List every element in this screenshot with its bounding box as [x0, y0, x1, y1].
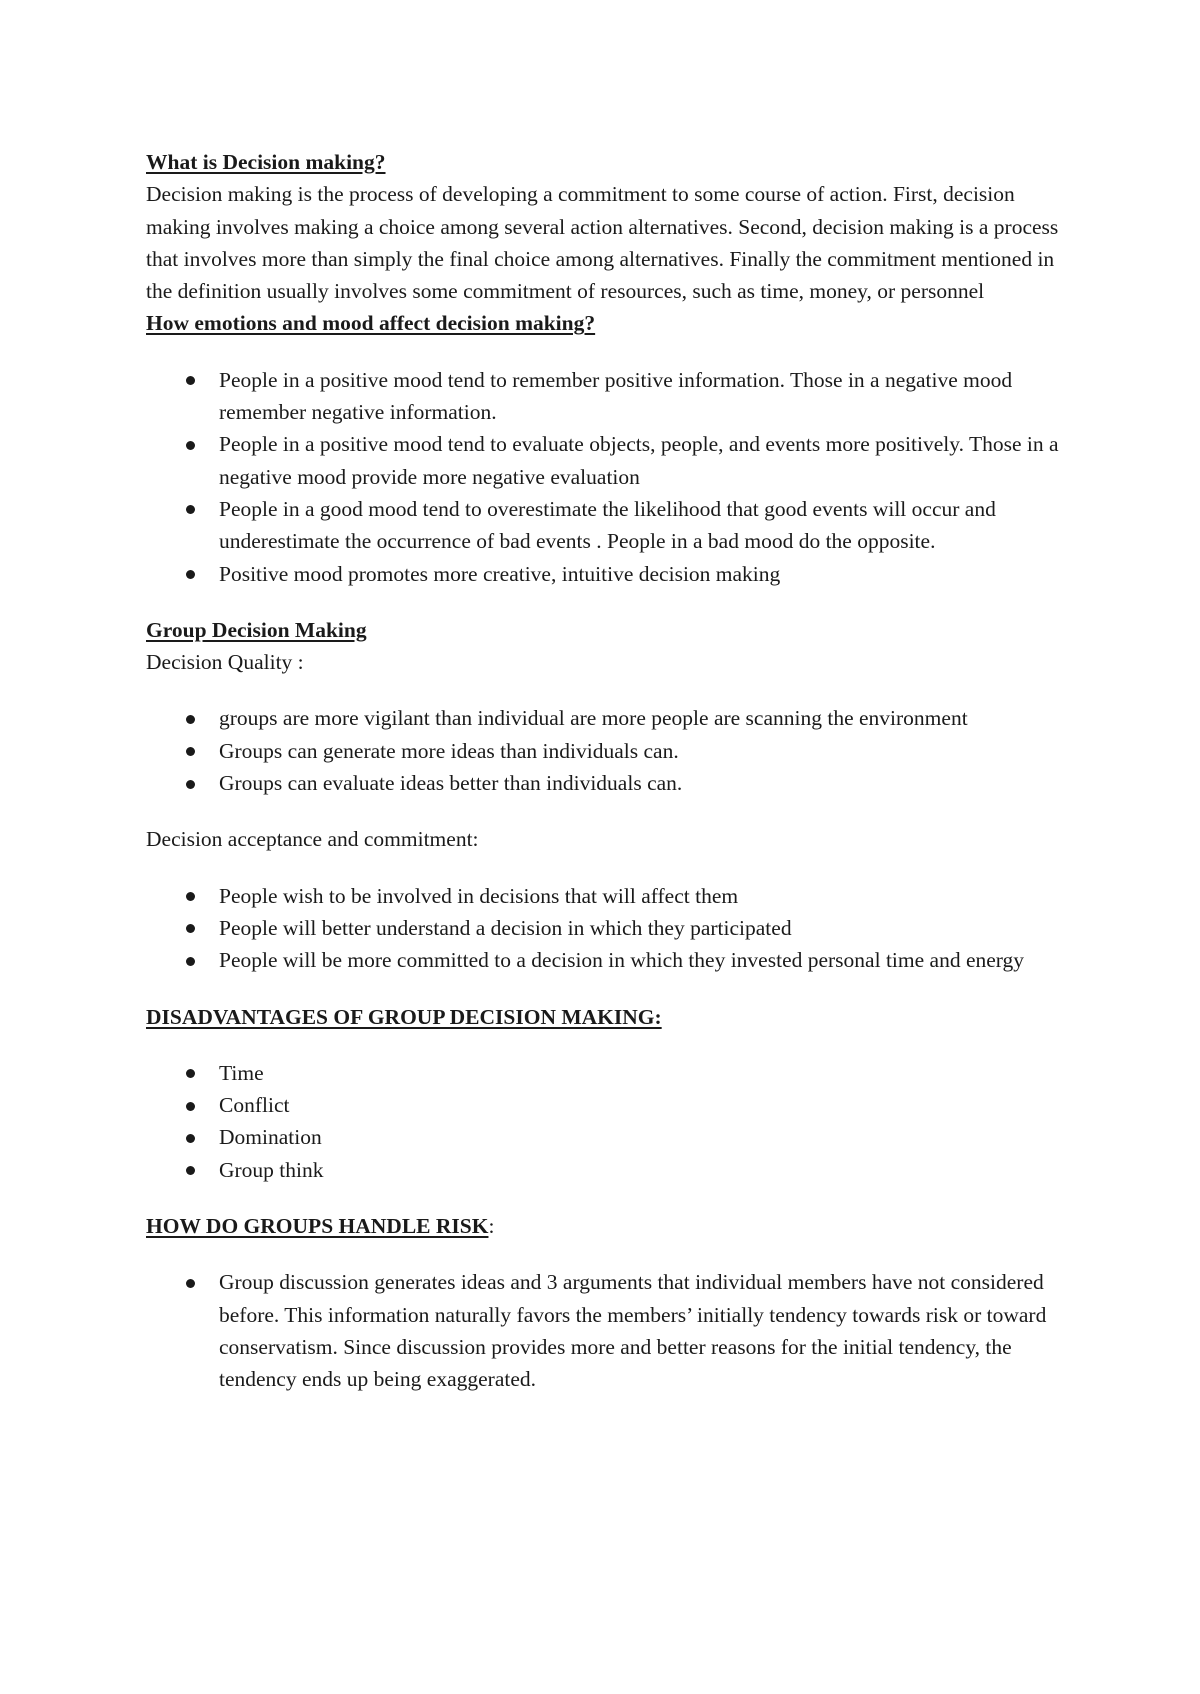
spacer	[146, 678, 1076, 702]
acceptance-bullet-list	[146, 880, 1076, 977]
list-item	[146, 364, 1076, 429]
spacer	[146, 340, 1076, 364]
bullet-dot-icon	[186, 505, 195, 514]
list-item-text: Domination	[219, 1125, 322, 1150]
bullet-dot-icon	[186, 1279, 195, 1288]
list-item-text: Time	[219, 1060, 264, 1085]
bullet-dot-icon	[186, 1069, 195, 1078]
bullet-dot-icon	[186, 957, 195, 966]
disadvantages-bullet-list	[146, 1057, 1076, 1186]
heading-groups-handle-risk: HOW DO GROUPS HANDLE RISK	[146, 1214, 489, 1239]
decision-acceptance-label: Decision acceptance and commitment:	[146, 827, 479, 852]
bullet-dot-icon	[186, 1166, 195, 1175]
document-page	[146, 146, 1076, 1396]
list-item	[146, 702, 1076, 734]
emotions-bullet-list	[146, 364, 1076, 590]
list-item-text: People will better understand a decision in which they participated	[219, 915, 792, 940]
list-item	[146, 493, 1076, 558]
bullet-dot-icon	[186, 1134, 195, 1143]
list-item	[146, 1154, 1076, 1186]
bullet-dot-icon	[186, 1102, 195, 1111]
heading-what-is-decision-making: What is Decision making?	[146, 150, 386, 174]
list-item	[146, 1057, 1076, 1089]
list-item-text: People in a positive mood tend to evaluate objects, people, and events more positively. Those in a negative mood provide more negative evaluation	[219, 432, 1059, 489]
list-item	[146, 558, 1076, 590]
quality-bullet-list	[146, 702, 1076, 799]
bullet-dot-icon	[186, 747, 195, 756]
bullet-dot-icon	[186, 924, 195, 933]
list-item	[146, 767, 1076, 799]
spacer	[146, 590, 1076, 614]
spacer	[146, 1186, 1076, 1210]
spacer	[146, 1033, 1076, 1057]
list-item-text: Groups can evaluate ideas better than individuals can.	[219, 771, 683, 796]
list-item-text: Groups can generate more ideas than individuals can.	[219, 738, 679, 763]
list-item-text: Conflict	[219, 1093, 290, 1118]
list-item-text: groups are more vigilant than individual are more people are scanning the environment	[219, 706, 968, 731]
spacer	[146, 856, 1076, 880]
heading-groups-handle-risk-line	[146, 1210, 1076, 1242]
list-item-text: People in a positive mood tend to remember positive information. Those in a negative mood remember negative information.	[219, 367, 1013, 425]
list-item	[146, 1121, 1076, 1153]
heading-disadvantages: DISADVANTAGES OF GROUP DECISION MAKING:	[146, 1004, 662, 1029]
heading-emotions-mood: How emotions and mood affect decision making?	[146, 311, 596, 336]
bullet-dot-icon	[186, 376, 195, 385]
list-item	[146, 1266, 1076, 1395]
list-item-text: People will be more committed to a decision in which they invested personal time and energy	[219, 948, 1025, 973]
decision-definition-paragraph: Decision making is the process of developing a commitment to some course of action. First, decision making involves making a choice among several action alternatives. Second, decision making is a process that involves more than simply the final choice among alternatives. Finally the commitment mentioned in the definition usually involves some commitment of resources, such as time, money, or personnel	[146, 182, 1059, 304]
bullet-dot-icon	[186, 441, 195, 450]
list-item-text: Positive mood promotes more creative, intuitive decision making	[219, 561, 781, 586]
risk-bullet-list	[146, 1266, 1076, 1395]
bullet-dot-icon	[186, 892, 195, 901]
bullet-dot-icon	[186, 570, 195, 579]
heading-suffix: :	[488, 1214, 495, 1239]
decision-quality-label: Decision Quality :	[146, 650, 304, 675]
spacer	[146, 977, 1076, 1001]
list-item-text: People in a good mood tend to overestimate the likelihood that good events will occur and underestimate the occurrence of bad events . People in a bad mood do the opposite.	[219, 496, 996, 554]
spacer	[146, 799, 1076, 823]
list-item-text: Group discussion generates ideas and 3 arguments that individual members have not considered before. This information naturally favors the members’ initially tendency towards risk or toward conservatism. Since discussion provides more and better reasons for the initial tendency, the tendency ends up being exaggerated.	[219, 1270, 1047, 1392]
heading-group-decision-making: Group Decision Making	[146, 617, 367, 642]
list-item	[146, 735, 1076, 767]
bullet-dot-icon	[186, 780, 195, 789]
list-item-text: Group think	[219, 1157, 324, 1182]
list-item	[146, 428, 1076, 493]
bullet-dot-icon	[186, 715, 195, 724]
list-item	[146, 880, 1076, 912]
list-item	[146, 944, 1076, 976]
list-item-text: People wish to be involved in decisions that will affect them	[219, 883, 739, 908]
list-item	[146, 1089, 1076, 1121]
spacer	[146, 1242, 1076, 1266]
list-item	[146, 912, 1076, 944]
